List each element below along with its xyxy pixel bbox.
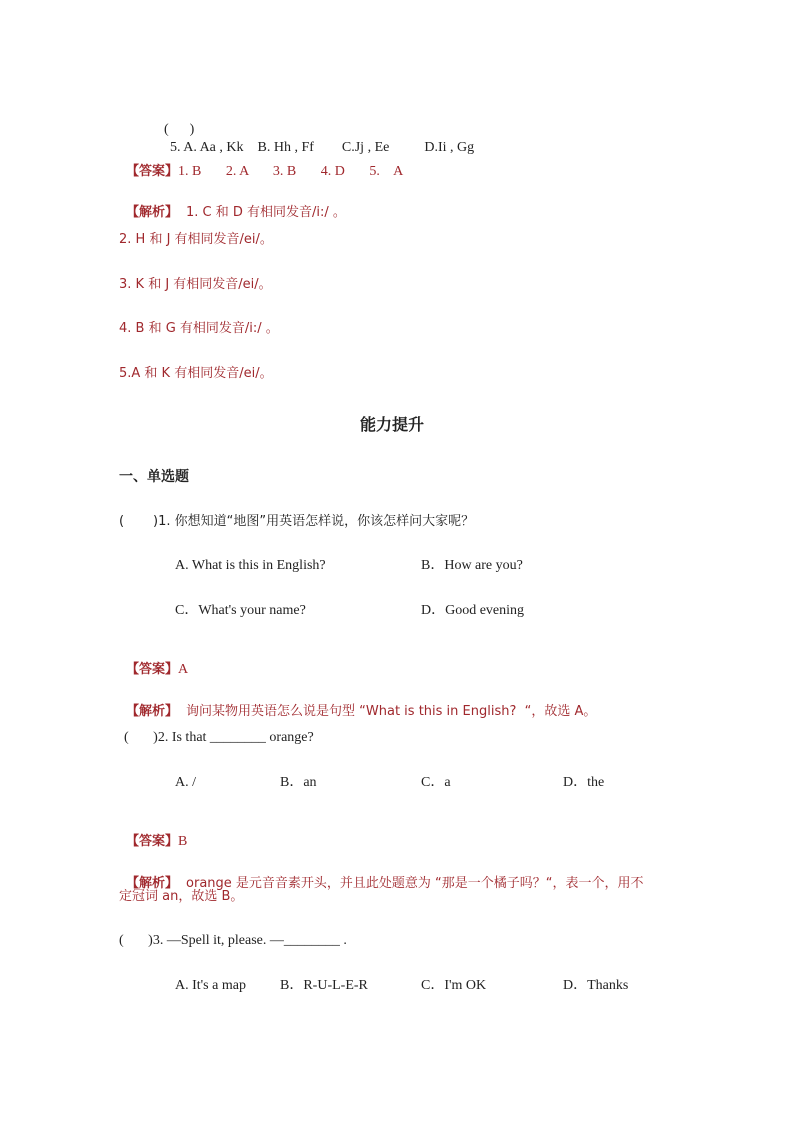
question-5-text: 5. A. Aa , Kk B. Hh , Ff C.Jj , Ee D.Ii , Gg [170, 140, 475, 155]
question-2-option-a: A. / [175, 775, 196, 790]
analysis-text: 1. C 和 D 有相同发音/i:/ 。 [186, 205, 346, 220]
question-3-option-a: A. It's a map [175, 978, 246, 993]
section1-answer [119, 145, 403, 181]
question-3-stem: ( )3. —Spell it, please. —________ . [119, 933, 347, 948]
question-2-analysis-line-2: 定冠词 an，故选 B。 [119, 889, 244, 904]
analysis-text-line-1: orange 是元音音素开头，并且此处题意为 “那是一个橘子吗？“，表一个，用不 [186, 876, 644, 891]
analysis-text: 询问某物用英语怎么说是句型 “What is this in English? “，故选 A。 [186, 704, 597, 719]
section1-analysis-line-1 [119, 186, 346, 222]
question-2-stem: ( )2. Is that ________ orange? [124, 730, 314, 745]
question-1-analysis [119, 685, 596, 721]
question-1-option-d: D．Good evening [421, 603, 525, 618]
analysis-tag: 【解析】 [126, 205, 179, 220]
question-1-answer [119, 643, 188, 679]
answer-value: A [178, 662, 189, 677]
section1-analysis-line-4: 4. B 和 G 有相同发音/i:/ 。 [119, 321, 279, 336]
section1-analysis-line-3: 3. K 和 J 有相同发音/ei/。 [119, 277, 272, 292]
question-3-option-d: D．Thanks [563, 978, 629, 993]
analysis-tag: 【解析】 [126, 876, 179, 891]
question-2-option-d: D．the [563, 775, 605, 790]
question-2-option-b: B．an [280, 775, 317, 790]
question-3-option-c: C．I'm OK [421, 978, 487, 993]
answer-values: 1. B 2. A 3. B 4. D 5. A [178, 164, 404, 179]
question-1-option-c: C．What's your name? [175, 603, 306, 618]
analysis-tag: 【解析】 [126, 704, 179, 719]
subsection-title: 一、单选题 [119, 469, 189, 485]
question-3-option-b: B．R-U-L-E-R [280, 978, 368, 993]
section1-analysis-line-2: 2. H 和 J 有相同发音/ei/。 [119, 232, 273, 247]
question-2-answer [119, 815, 187, 851]
answer-tag: 【答案】 [126, 662, 179, 677]
question-1-stem: ( )1. 你想知道“地图”用英语怎样说，你该怎样问大家呢？ [119, 514, 475, 529]
question-1-option-a: A. What is this in English? [175, 558, 326, 573]
section-title: 能力提升 [360, 415, 425, 434]
question-2-option-c: C．a [421, 775, 451, 790]
answer-paren: ( ) [164, 122, 195, 137]
answer-value: B [178, 834, 188, 849]
answer-tag: 【答案】 [126, 834, 179, 849]
question-1-option-b: B．How are you? [421, 558, 523, 573]
answer-tag: 【答案】 [126, 164, 179, 179]
section1-analysis-line-5: 5.A 和 K 有相同发音/ei/。 [119, 366, 273, 381]
